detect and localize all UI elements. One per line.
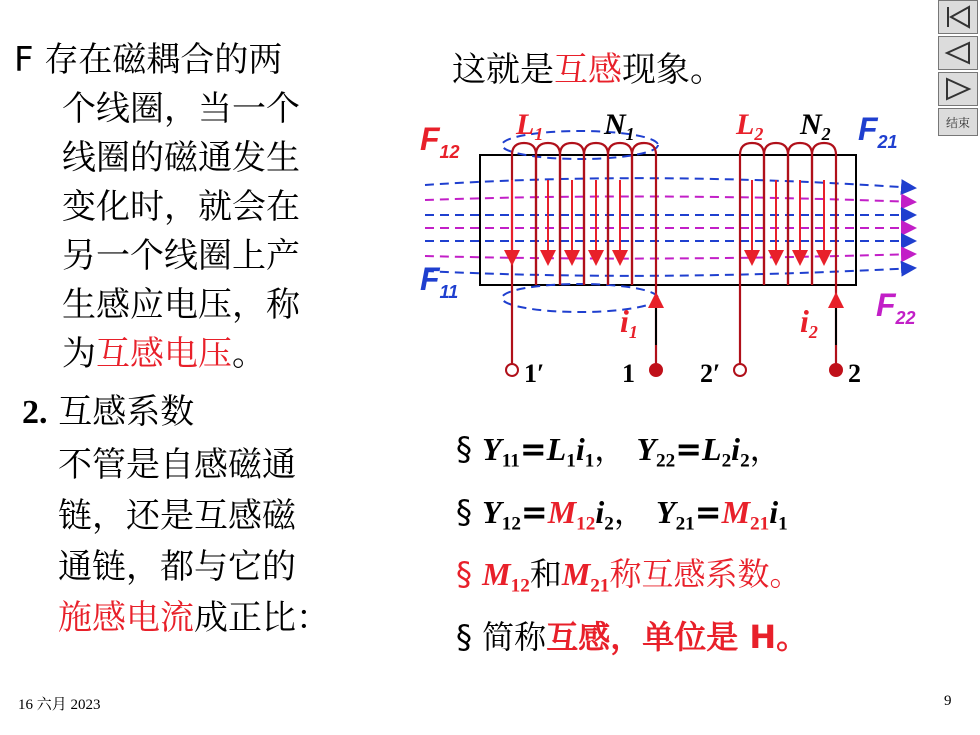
var-M: M — [547, 493, 577, 530]
coef-line: 不管是自感磁通 — [58, 445, 296, 485]
label-terminal-1: 1 — [622, 359, 635, 388]
terminal-2 — [829, 363, 843, 377]
source-current-highlight: 施感电流 — [58, 598, 194, 638]
equals: = — [520, 492, 548, 531]
definition-text: 称互感系数。 — [609, 555, 802, 594]
label-F12: $F_{12}$ — [420, 121, 460, 162]
label-L1: $L_1$ — [516, 108, 544, 144]
next-slide-button[interactable] — [938, 72, 978, 106]
subscript: 1 — [566, 450, 576, 472]
left-line: 生感应电压，称 — [62, 285, 300, 325]
subscript: 1 — [778, 513, 788, 535]
coef-text-part: 成正比： — [194, 598, 330, 638]
left-text-part: 。 — [232, 334, 266, 374]
section-mark: § — [456, 492, 472, 531]
subscript: 2 — [740, 450, 750, 472]
label-F11: $F_{11}$ — [420, 261, 459, 302]
left-text-part: 为 — [62, 334, 96, 374]
subscript: 21 — [675, 513, 695, 535]
label-L2: $L_2$ — [736, 108, 764, 144]
left-line: 变化时，就会在 — [62, 187, 300, 227]
left-line: F 存在磁耦合的两 — [14, 40, 283, 80]
end-show-button[interactable]: 结束 — [938, 108, 978, 136]
subscript: 12 — [510, 576, 530, 598]
terminal-1-prime — [506, 364, 518, 376]
section-number: 2. — [22, 394, 48, 431]
label-F22: $F_{22}$ — [876, 287, 916, 328]
psi-symbol: Y — [482, 493, 502, 530]
label-i2: i2 — [800, 303, 818, 342]
unit-text: 互感，单位是 H。 — [546, 618, 809, 657]
var-i: i — [731, 431, 741, 467]
psi-symbol: Y — [482, 431, 502, 467]
next-icon — [943, 76, 973, 102]
var-i: i — [595, 493, 605, 530]
subscript: 12 — [501, 513, 521, 535]
var-M: M — [561, 556, 591, 593]
label-terminal-2-prime: 2′ — [700, 359, 721, 388]
top-text-part: 现象。 — [622, 50, 724, 90]
coil-1-arrows — [512, 180, 620, 258]
var-L: L — [702, 431, 722, 467]
coef-line: 通链，都与它的 — [58, 547, 296, 587]
subscript: 21 — [750, 513, 770, 535]
formula-row-1 — [456, 424, 808, 487]
subscript: 2 — [604, 513, 614, 535]
psi-symbol: Y — [636, 431, 657, 467]
label-terminal-2: 2 — [848, 359, 861, 388]
coef-line: 链，还是互感磁 — [58, 496, 296, 536]
page-number: 9 — [944, 693, 952, 709]
label-N2: $N_2$ — [800, 108, 831, 144]
equals: = — [519, 430, 547, 468]
formula-list — [456, 424, 808, 663]
first-icon — [943, 4, 973, 30]
slide-nav — [938, 0, 978, 138]
var-i: i — [575, 431, 585, 467]
left-line: 另一个线圈上产 — [62, 236, 300, 276]
formula-row-2 — [456, 487, 808, 550]
subscript: 12 — [576, 513, 596, 535]
first-slide-button[interactable] — [938, 0, 978, 34]
var-M: M — [721, 493, 751, 530]
formula-row-3 — [456, 549, 808, 612]
subscript: 1 — [584, 450, 595, 472]
var-L: L — [546, 431, 567, 467]
subscript: 22 — [656, 450, 676, 472]
left-line: 线圈的磁通发生 — [62, 138, 300, 178]
prev-icon — [943, 40, 973, 66]
separator: ， — [594, 430, 627, 468]
conjunction: 和 — [529, 555, 562, 594]
section-mark: § — [456, 430, 472, 468]
section-mark: § — [456, 618, 472, 657]
section-mark: § — [456, 555, 472, 594]
terminal-1 — [649, 363, 663, 377]
mutual-highlight: 互感 — [554, 50, 622, 90]
label-i1: i1 — [620, 303, 638, 342]
prev-slide-button[interactable] — [938, 36, 978, 70]
left-line: 个线圈，当一个 — [62, 89, 300, 129]
footer-date: 16 六月 2023 — [18, 697, 101, 713]
var-i: i — [769, 493, 779, 530]
coil-2 — [740, 143, 836, 365]
label-terminal-1-prime: 1′ — [524, 359, 545, 388]
separator: ， — [613, 492, 646, 531]
subscript: 11 — [501, 450, 520, 472]
mutual-voltage-highlight: 互感电压 — [96, 334, 232, 374]
subscript: 21 — [590, 576, 610, 598]
top-text-part: 这就是 — [452, 50, 554, 90]
label-N1: $N_1$ — [604, 108, 635, 144]
subscript: 2 — [721, 450, 732, 472]
equals: = — [675, 430, 703, 468]
section-heading: 互感系数 — [47, 392, 195, 432]
psi-symbol: Y — [656, 493, 676, 530]
equals: = — [694, 492, 722, 531]
var-M: M — [482, 556, 511, 593]
terminal-2-prime — [734, 364, 746, 376]
formula-row-4 — [456, 612, 808, 663]
label-F21: $F_{21}$ — [858, 111, 898, 152]
abbrev-text: 简称 — [482, 618, 547, 657]
separator: ， — [749, 430, 782, 468]
